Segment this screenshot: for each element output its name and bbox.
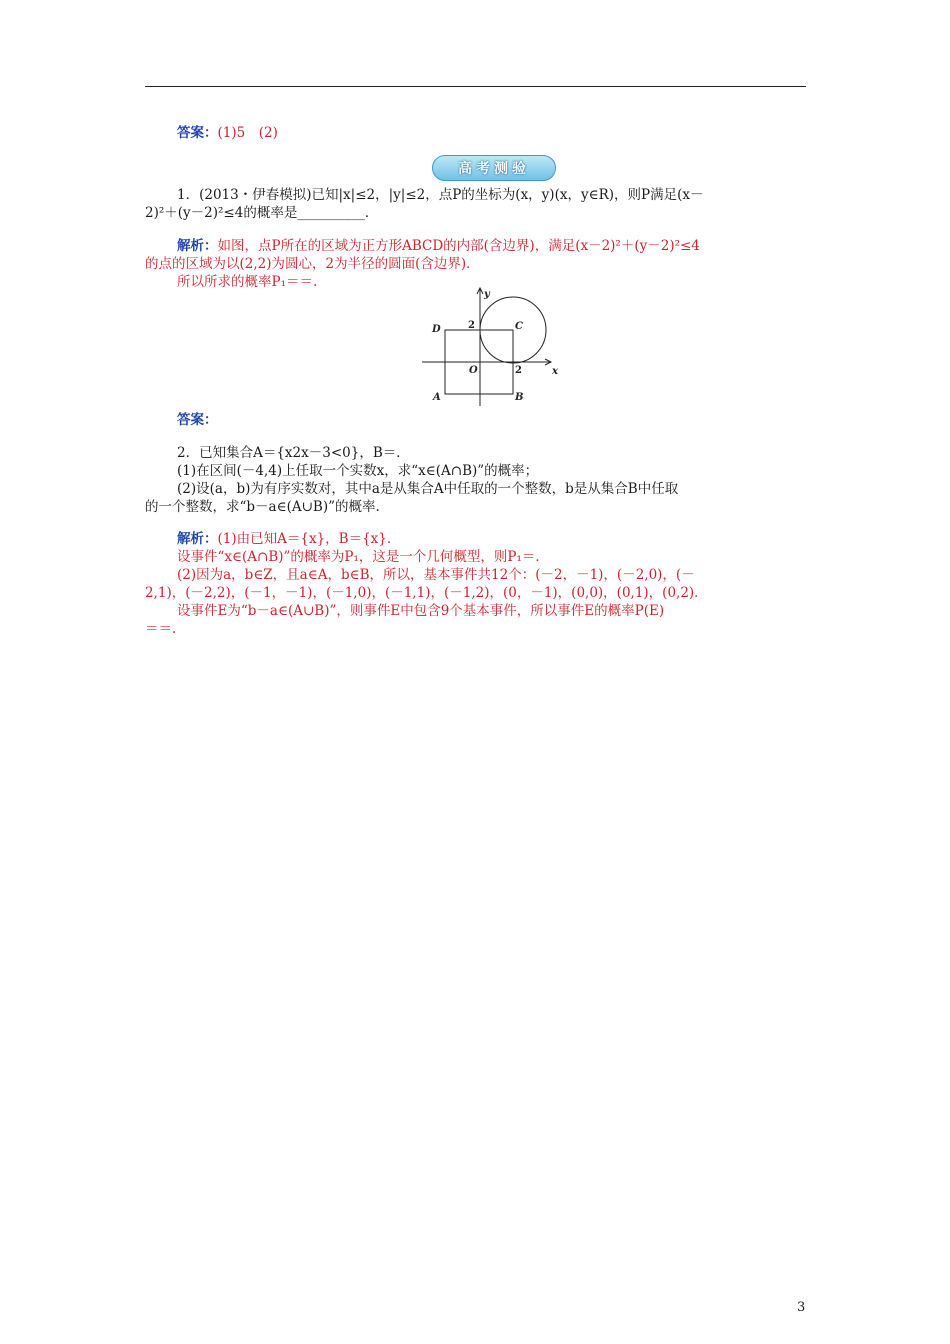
header-rule	[145, 86, 806, 87]
question-2-line-1: 2．已知集合A＝{x2x－3<0}，B＝．	[177, 445, 410, 461]
x-axis-label: x	[552, 366, 558, 377]
geometry-figure	[418, 283, 568, 409]
solution-label: 解析：	[177, 238, 218, 254]
question-2-line-3: (2)设(a，b)为有序实数对，其中a是从集合A中任取的一个整数，b是从集合B中任取	[177, 481, 679, 497]
point-d-label: D	[432, 324, 441, 335]
question-2-line-2: (1)在区间(－4,4)上任取一个实数x，求“x∈(A∩B)”的概率；	[177, 463, 539, 479]
solution-2-line-1: 解析：(1)由已知A＝{x}，B＝{x}．	[177, 531, 401, 547]
solution-2-line-3: (2)因为a，b∈Z，且a∈A，b∈B，所以，基本事件共12个：(－2，－1)，(－2,0)，(－	[177, 567, 695, 583]
tick-x-2: 2	[515, 365, 522, 376]
answer-1	[177, 124, 838, 142]
question-1-line-1: 1．(2013・伊春模拟)已知|x|≤2，|y|≤2，点P的坐标为(x，y)(x，y∈R)，则P满足(x－	[177, 187, 704, 203]
gaokao-test-badge: 高考测验	[432, 155, 556, 181]
answer-label: 答案：	[177, 412, 218, 428]
origin-label: O	[469, 365, 478, 376]
question-1-line-2: 2)²＋(y－2)²≤4的概率是__________．	[145, 205, 379, 221]
solution-2-line-6: ＝＝.	[145, 621, 177, 637]
solution-1-line-1: 解析：如图，点P所在的区域为正方形ABCD的内部(含边界)，满足(x－2)²＋(y－2)²≤4	[177, 238, 700, 254]
solution-1-line-2: 的点的区域为以(2,2)为圆心，2为半径的圆面(含边界)．	[145, 256, 480, 272]
y-axis-label: y	[484, 289, 490, 300]
point-a-label: A	[433, 392, 441, 403]
point-b-label: B	[515, 392, 524, 403]
solution-2-line-4: 2,1)，(－2,2)，(－1，－1)，(－1,0)，(－1,1)，(－1,2)，(0，－1)，(0,0)，(0,1)，(0,2)．	[145, 585, 708, 601]
solution-2-line-2: 设事件“x∈(A∩B)”的概率为P₁，这是一个几何概型，则P₁＝．	[177, 549, 549, 565]
answer-2	[177, 411, 838, 429]
solution-label: 解析：	[177, 531, 218, 547]
point-c-label: C	[515, 321, 523, 332]
solution-2-line-5: 设事件E为“b－a∈(A∪B)”，则事件E中包含9个基本事件，所以事件E的概率P(E)	[177, 603, 665, 619]
answer-text: (1)5 (2)	[217, 125, 278, 141]
answer-label: 答案：	[177, 125, 218, 141]
page-number: 3	[797, 1300, 806, 1315]
solution-1-line-3: 所以所求的概率P₁＝＝.	[177, 274, 318, 290]
tick-y-2: 2	[468, 320, 475, 331]
question-2-line-4: 的一个整数，求“b－a∈(A∪B)”的概率.	[145, 499, 380, 515]
